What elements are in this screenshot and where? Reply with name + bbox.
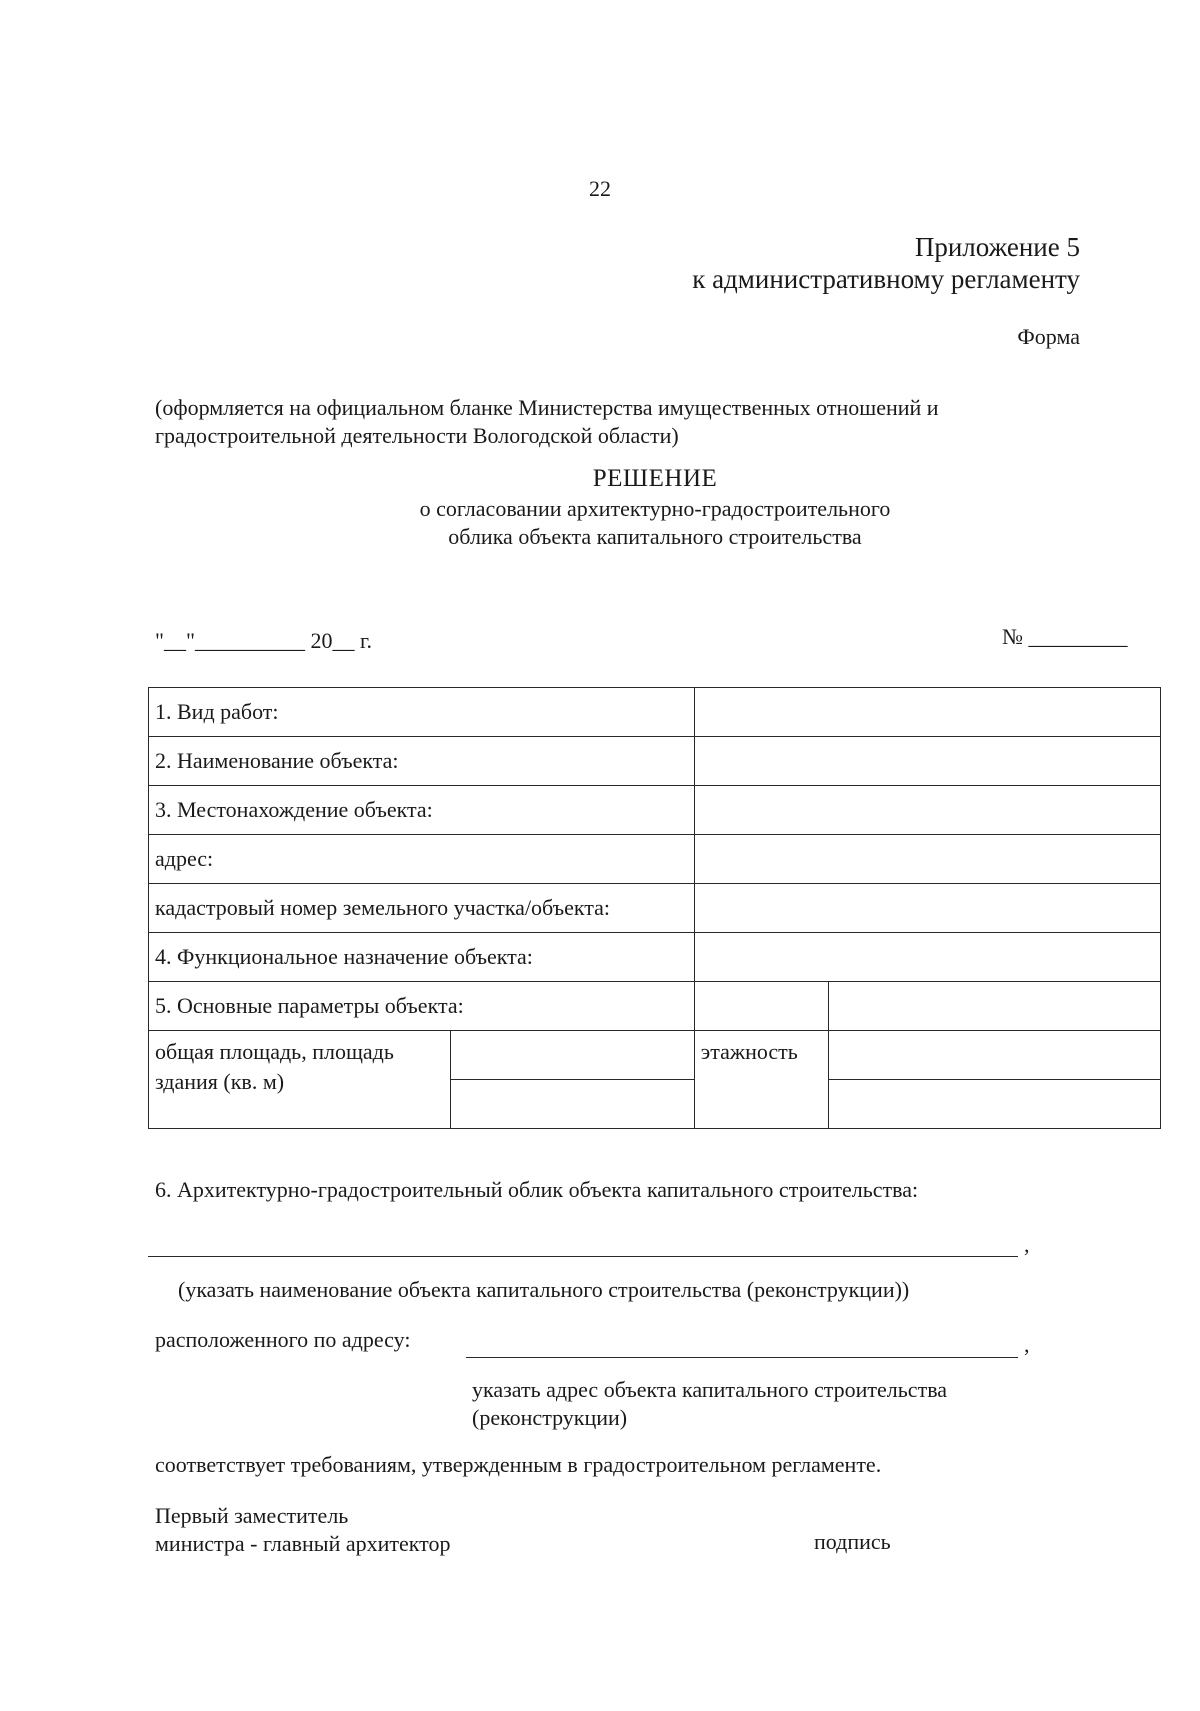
document-subtitle-line1: о согласовании архитектурно-градостроительного (419, 496, 891, 521)
table-row (149, 884, 1161, 933)
row-function-value (694, 933, 1160, 982)
row-work-type-value (694, 688, 1160, 737)
object-info-table (148, 687, 1161, 1129)
signer-position-line2: министра - главный архитектор (155, 1531, 451, 1556)
table-row (149, 1031, 1161, 1080)
object-name-underline (148, 1256, 1018, 1257)
document-title: РЕШЕНИЕ (592, 465, 718, 492)
row-address-value (694, 835, 1160, 884)
compliance-statement: соответствует требованиям, утвержденным в градостроительном регламенте. (155, 1452, 882, 1477)
floors-label: этажность (694, 1031, 828, 1129)
row-address-label: адрес: (149, 835, 695, 884)
address-underline (466, 1357, 1018, 1358)
floors-value-1 (828, 1031, 1160, 1080)
table-row (149, 835, 1161, 884)
row-function-label: 4. Функциональное назначение объекта: (149, 933, 695, 982)
section6-heading: 6. Архитектурно-градостроительный облик объекта капитального строительства: (155, 1177, 919, 1202)
floors-value-2 (828, 1080, 1160, 1129)
row-location-value (694, 786, 1160, 835)
address-hint-line1: указать адрес объекта капитального строительства (472, 1377, 948, 1402)
row-cadastral-value (694, 884, 1160, 933)
row-cadastral-label: кадастровый номер земельного участка/объекта: (149, 884, 695, 933)
appendix-title: Приложение 5 (914, 232, 1080, 262)
row-params-value-2 (828, 982, 1160, 1031)
appendix-subtitle: к административному регламенту (692, 264, 1080, 294)
row-params-value-1 (694, 982, 828, 1031)
area-value-2 (450, 1080, 694, 1129)
object-name-comma: , (1024, 1232, 1030, 1257)
row-location-label: 3. Местонахождение объекта: (149, 786, 695, 835)
page-number: 22 (589, 176, 611, 201)
date-field: "__"__________ 20__ г. (155, 628, 373, 653)
object-name-hint: (указать наименование объекта капитального строительства (реконструкции)) (178, 1277, 910, 1302)
table-row (149, 737, 1161, 786)
address-hint-line2: (реконструкции) (472, 1405, 628, 1430)
blank-note-line2: градостроительной деятельности Вологодской области) (155, 423, 679, 448)
address-label: расположенного по адресу: (155, 1327, 411, 1352)
signer-position-line1: Первый заместитель (155, 1503, 349, 1528)
row-work-type-label: 1. Вид работ: (149, 688, 695, 737)
table-row (149, 688, 1161, 737)
signature-label: подпись (814, 1529, 891, 1554)
address-comma: , (1024, 1332, 1030, 1357)
form-label: Форма (1017, 324, 1080, 349)
table-row (149, 933, 1161, 982)
row-object-name-label: 2. Наименование объекта: (149, 737, 695, 786)
document-subtitle-line2: облика объекта капитального строительства (448, 524, 862, 549)
table-row (149, 982, 1161, 1031)
row-object-name-value (694, 737, 1160, 786)
area-value-1 (450, 1031, 694, 1080)
table-row (149, 786, 1161, 835)
area-label: общая площадь, площадь здания (кв. м) (149, 1031, 451, 1129)
blank-note-line1: (оформляется на официальном бланке Министерства имущественных отношений и (155, 395, 939, 420)
row-params-label: 5. Основные параметры объекта: (149, 982, 695, 1031)
number-field: № _________ (1002, 624, 1128, 649)
